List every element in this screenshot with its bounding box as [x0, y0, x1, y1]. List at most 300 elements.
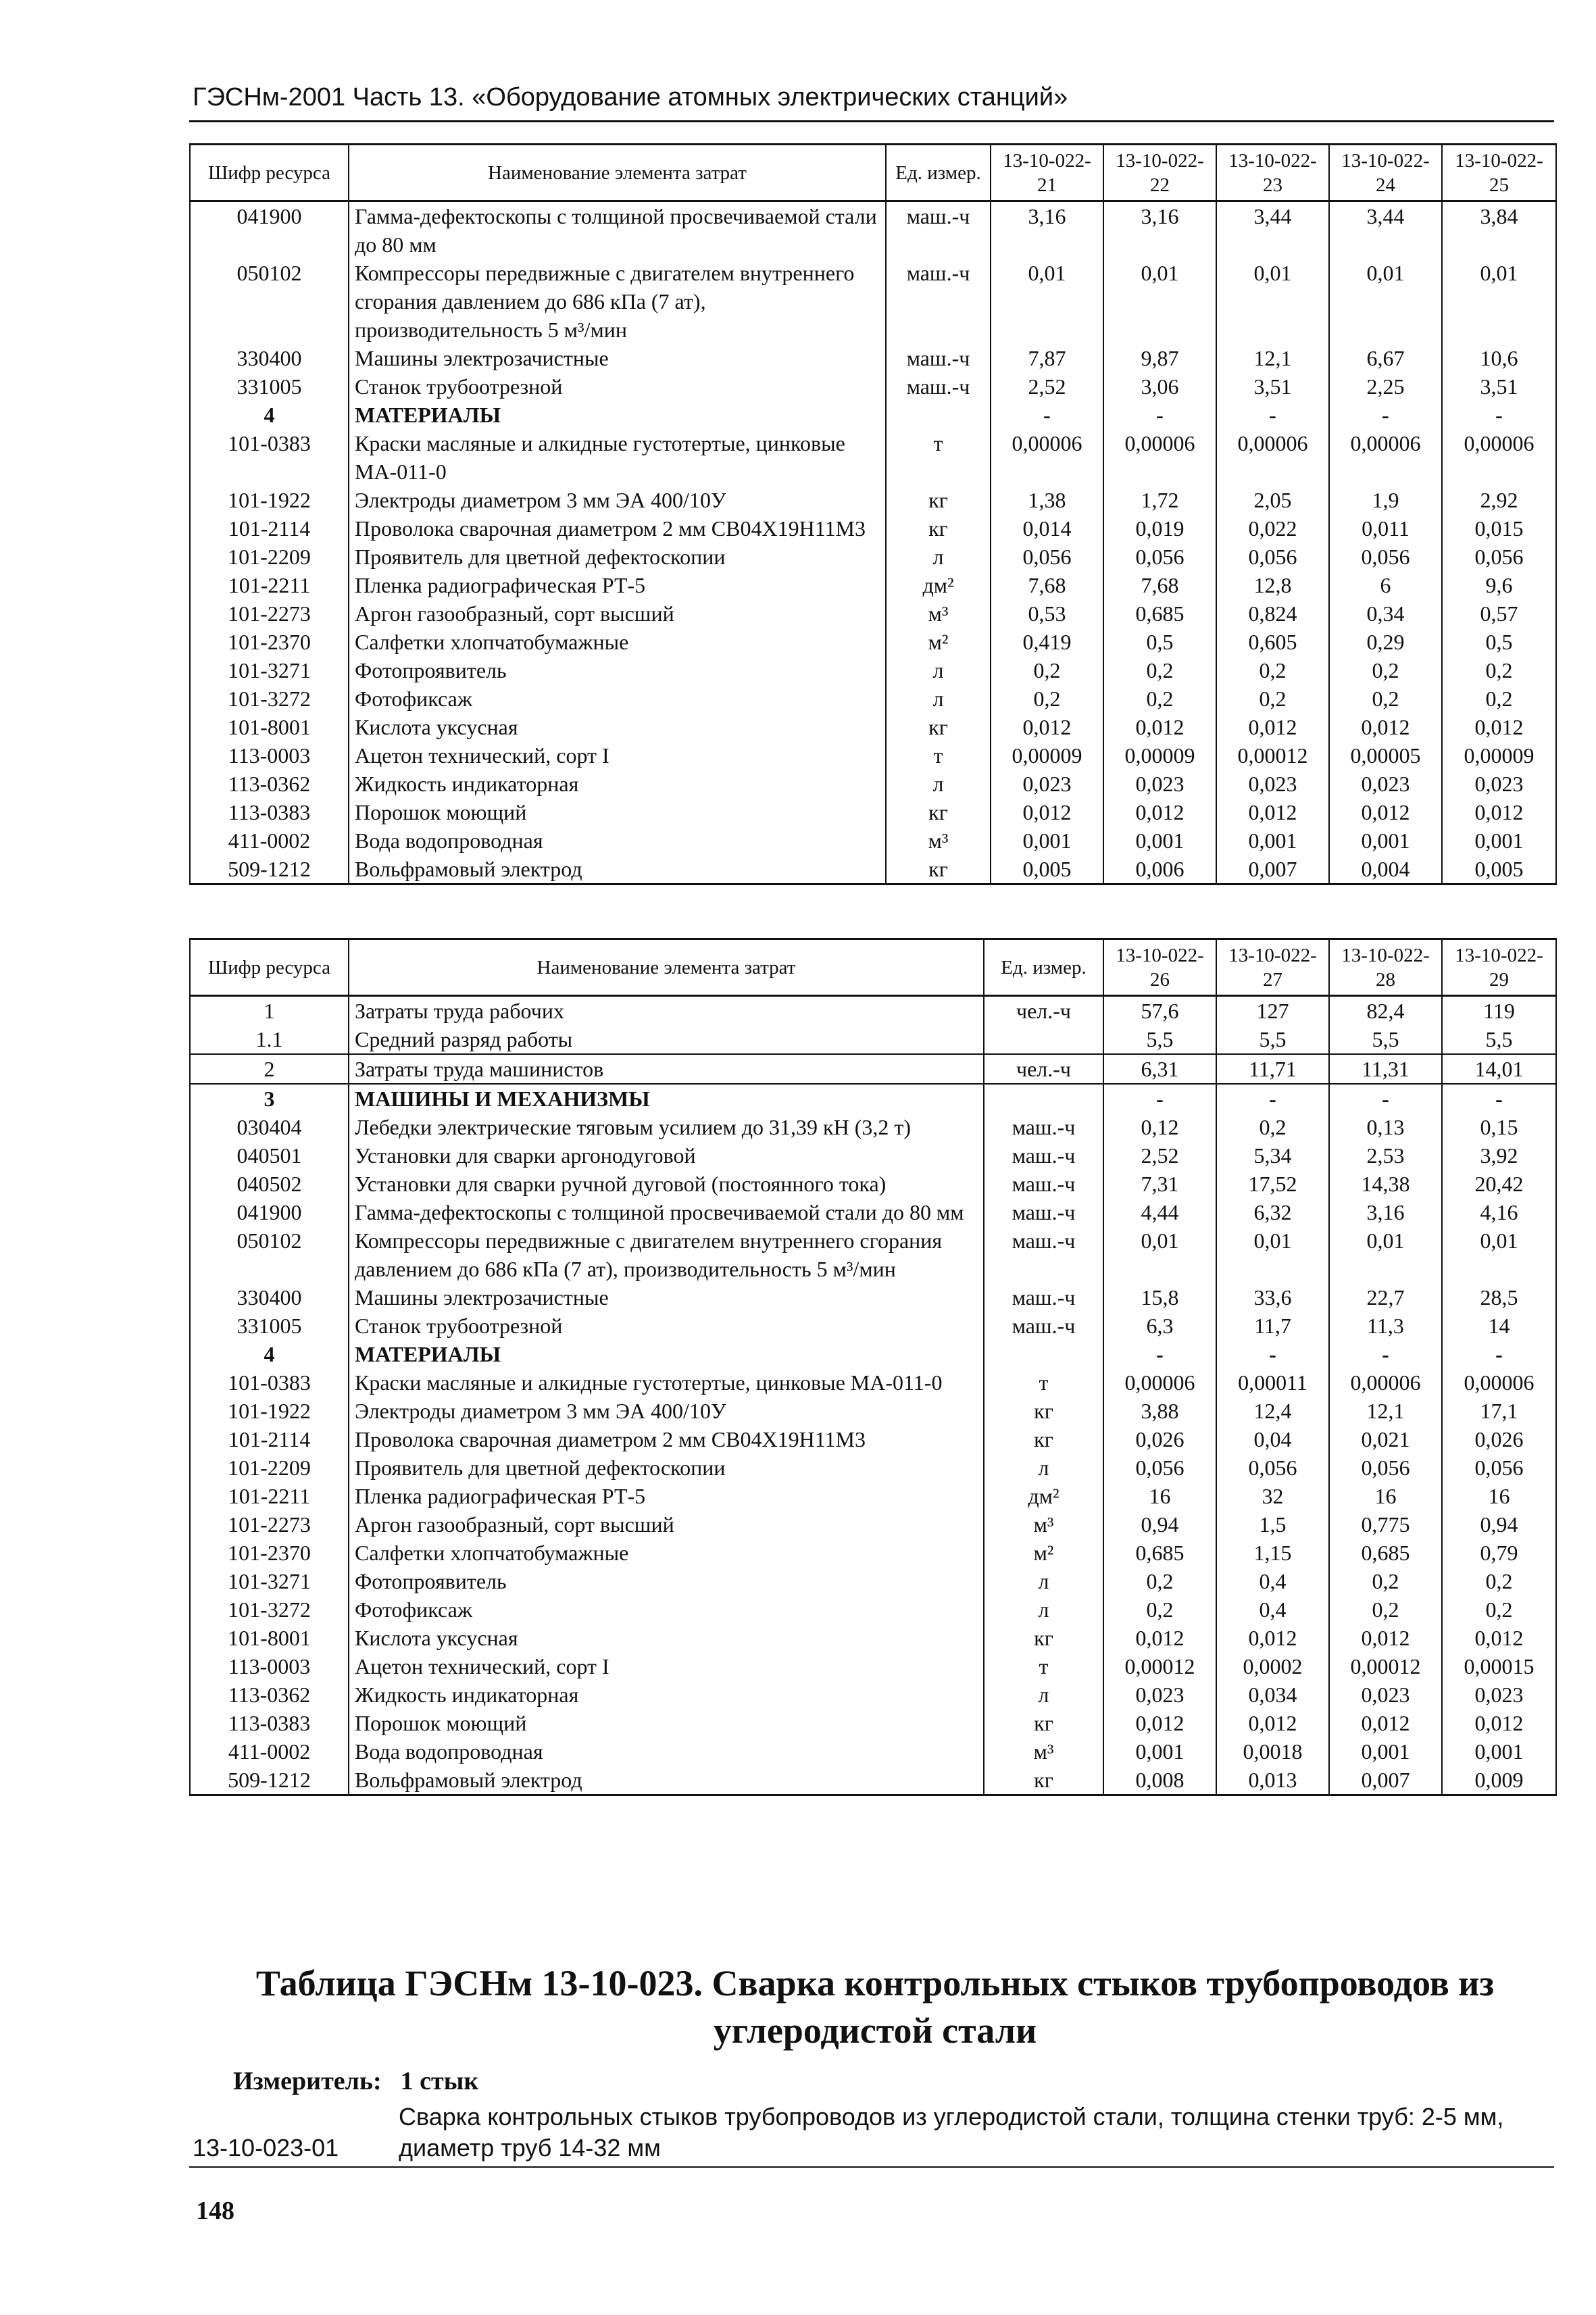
value-cell: 17,1	[1442, 1397, 1556, 1425]
meter-label: Измеритель:	[233, 2067, 382, 2095]
unit-cell: маш.-ч	[984, 1170, 1103, 1198]
unit-cell: л	[984, 1681, 1103, 1709]
unit-cell: м³	[984, 1510, 1103, 1539]
code-cell: 4	[190, 1340, 349, 1368]
value-cell: -	[991, 401, 1103, 429]
value-cell: 0,012	[1103, 713, 1216, 741]
col-norm-header: 13-10-022-29	[1442, 939, 1556, 996]
code-cell: 050102	[190, 1226, 349, 1283]
page-number: 148	[196, 2197, 234, 2225]
value-cell: 20,42	[1442, 1170, 1556, 1198]
unit-cell: кг	[984, 1425, 1103, 1453]
col-norm-header: 13-10-022-23	[1216, 145, 1329, 201]
value-cell: 2,53	[1329, 1141, 1442, 1170]
section-row	[190, 401, 1556, 429]
value-cell: 0,007	[1216, 855, 1329, 885]
value-cell: 15,8	[1103, 1283, 1216, 1312]
code-cell: 1	[190, 996, 349, 1026]
value-cell: 0,685	[1329, 1539, 1442, 1567]
name-cell: Проволока сварочная диаметром 2 мм СВ04Х19Н11М3	[349, 1425, 984, 1453]
unit-cell: л	[984, 1595, 1103, 1624]
value-cell: 0,005	[1442, 855, 1556, 885]
value-cell: 0,023	[1329, 770, 1442, 798]
unit-cell	[984, 1340, 1103, 1368]
value-cell: -	[1216, 1084, 1329, 1113]
col-code-header: Шифр ресурса	[190, 145, 349, 201]
col-norm-header: 13-10-022-22	[1103, 145, 1216, 201]
value-cell: 0,012	[1442, 1709, 1556, 1737]
unit-cell: дм²	[886, 571, 991, 599]
value-cell: 5,5	[1442, 1025, 1556, 1054]
value-cell: 0,022	[1216, 514, 1329, 543]
value-cell: 0,00015	[1442, 1652, 1556, 1681]
unit-cell: маш.-ч	[886, 372, 991, 401]
value-cell: 0,001	[1103, 1737, 1216, 1766]
code-cell: 040502	[190, 1170, 349, 1198]
value-cell: 0,056	[1329, 543, 1442, 571]
value-cell: 0,056	[1442, 1453, 1556, 1482]
section-row	[190, 1340, 1556, 1368]
name-cell: Проволока сварочная диаметром 2 мм СВ04Х19Н11М3	[349, 514, 886, 543]
table-row	[190, 1113, 1556, 1141]
value-cell: 2,25	[1329, 372, 1442, 401]
unit-cell: м³	[886, 599, 991, 628]
name-cell: Пленка радиографическая РТ-5	[349, 1482, 984, 1510]
table-row	[190, 713, 1556, 741]
code-cell: 101-2370	[190, 1539, 349, 1567]
value-cell: 0,012	[1216, 1624, 1329, 1652]
unit-cell: маш.-ч	[984, 1113, 1103, 1141]
col-unit-header: Ед. измер.	[886, 145, 991, 201]
value-cell: 0,94	[1103, 1510, 1216, 1539]
code-cell: 030404	[190, 1113, 349, 1141]
value-cell: -	[1442, 401, 1556, 429]
value-cell: 0,2	[1442, 1595, 1556, 1624]
value-cell: 0,2	[1216, 656, 1329, 684]
name-cell: Фотофиксаж	[349, 1595, 984, 1624]
col-norm-header: 13-10-022-26	[1103, 939, 1216, 996]
value-cell: -	[1329, 1084, 1442, 1113]
value-cell: 1,38	[991, 486, 1103, 514]
value-cell: -	[1329, 1340, 1442, 1368]
unit-cell: т	[984, 1368, 1103, 1397]
value-cell: 0,94	[1442, 1510, 1556, 1539]
unit-cell: кг	[886, 713, 991, 741]
unit-cell: м³	[886, 826, 991, 855]
value-cell: 0,004	[1329, 855, 1442, 885]
unit-cell: л	[984, 1567, 1103, 1595]
value-cell: 12,4	[1216, 1397, 1329, 1425]
code-cell: 113-0362	[190, 1681, 349, 1709]
name-cell: Затраты труда машинистов	[349, 1054, 984, 1084]
table-row	[190, 1198, 1556, 1226]
code-cell: 101-2273	[190, 1510, 349, 1539]
value-cell: 3,16	[1103, 201, 1216, 259]
table-row	[190, 259, 1556, 344]
value-cell: 0,026	[1442, 1425, 1556, 1453]
value-cell: 1,5	[1216, 1510, 1329, 1539]
resource-table-2	[189, 938, 1557, 1796]
code-cell: 101-1922	[190, 486, 349, 514]
meter	[233, 2066, 478, 2096]
value-cell: 0,00009	[991, 741, 1103, 770]
value-cell: 0,012	[1329, 1709, 1442, 1737]
resource-table-1	[189, 143, 1557, 885]
value-cell: 0,53	[991, 599, 1103, 628]
value-cell: 14,38	[1329, 1170, 1442, 1198]
value-cell: 1,72	[1103, 486, 1216, 514]
name-cell: Краски масляные и алкидные густотертые, цинковые МА-011-0	[349, 1368, 984, 1397]
name-cell: Станок трубоотрезной	[349, 372, 886, 401]
norm-description: Сварка контрольных стыков трубопроводов из углеродистой стали, толщина стенки труб: 2-5 мм, диаметр труб 14-32 мм	[399, 2103, 1504, 2162]
code-cell: 101-3272	[190, 1595, 349, 1624]
value-cell: 0,00006	[1103, 1368, 1216, 1397]
code-cell: 101-2209	[190, 543, 349, 571]
value-cell: 0,00012	[1216, 741, 1329, 770]
name-cell: Лебедки электрические тяговым усилием до 31,39 кН (3,2 т)	[349, 1113, 984, 1141]
value-cell: 0,021	[1329, 1425, 1442, 1453]
code-cell: 509-1212	[190, 1766, 349, 1795]
unit-cell: маш.-ч	[984, 1198, 1103, 1226]
value-cell: 0,00006	[1442, 429, 1556, 486]
value-cell: 3,84	[1442, 201, 1556, 259]
value-cell: 0,00006	[1329, 429, 1442, 486]
table-row	[190, 1226, 1556, 1283]
code-cell: 509-1212	[190, 855, 349, 885]
value-cell: 0,01	[1103, 259, 1216, 344]
name-cell: МАТЕРИАЛЫ	[349, 1340, 984, 1368]
value-cell: -	[1216, 401, 1329, 429]
name-cell: Компрессоры передвижные с двигателем внутреннего сгорания давлением до 686 кПа (7 ат), производительность 5 м³/мин	[349, 1226, 984, 1283]
unit-cell: кг	[886, 798, 991, 826]
name-cell: Средний разряд работы	[349, 1025, 984, 1054]
value-cell: 82,4	[1329, 996, 1442, 1026]
value-cell: 3,44	[1216, 201, 1329, 259]
value-cell: 0,0002	[1216, 1652, 1329, 1681]
value-cell: 4,44	[1103, 1198, 1216, 1226]
value-cell: 0,001	[1216, 826, 1329, 855]
value-cell: 0,2	[1442, 684, 1556, 713]
unit-cell	[886, 401, 991, 429]
value-cell: 0,5	[1103, 628, 1216, 656]
table-row	[190, 543, 1556, 571]
value-cell: 0,001	[1442, 826, 1556, 855]
unit-cell: кг	[984, 1397, 1103, 1425]
name-cell: Гамма-дефектоскопы с толщиной просвечиваемой стали до 80 мм	[349, 201, 886, 259]
code-cell: 113-0003	[190, 741, 349, 770]
value-cell: 0,2	[1442, 1567, 1556, 1595]
table-row	[190, 1368, 1556, 1397]
code-cell: 113-0003	[190, 1652, 349, 1681]
value-cell: 0,00006	[1329, 1368, 1442, 1397]
unit-cell: маш.-ч	[984, 1141, 1103, 1170]
section-row	[190, 1084, 1556, 1113]
code-cell: 101-3271	[190, 1567, 349, 1595]
code-cell: 101-2209	[190, 1453, 349, 1482]
name-cell: МАТЕРИАЛЫ	[349, 401, 886, 429]
name-cell: Компрессоры передвижные с двигателем внутреннего сгорания давлением до 686 кПа (7 ат), производительность 5 м³/мин	[349, 259, 886, 344]
value-cell: 0,023	[1216, 770, 1329, 798]
value-cell: 16	[1442, 1482, 1556, 1510]
table-title: Таблица ГЭСНм 13-10-023. Сварка контрольных стыков трубопроводов из углеродистой стали	[255, 1963, 1495, 2051]
name-cell: Машины электрозачистные	[349, 1283, 984, 1312]
table-row	[190, 656, 1556, 684]
value-cell: 17,52	[1216, 1170, 1329, 1198]
code-cell: 411-0002	[190, 1737, 349, 1766]
unit-cell: маш.-ч	[984, 1283, 1103, 1312]
value-cell: 0,001	[1103, 826, 1216, 855]
value-cell: 28,5	[1442, 1283, 1556, 1312]
value-cell: 0,00009	[1442, 741, 1556, 770]
unit-cell	[984, 1025, 1103, 1054]
value-cell: 9,87	[1103, 344, 1216, 372]
value-cell: -	[1103, 1340, 1216, 1368]
value-cell: 0,001	[991, 826, 1103, 855]
table-row	[190, 1737, 1556, 1766]
code-cell: 101-0383	[190, 1368, 349, 1397]
name-cell: Кислота уксусная	[349, 713, 886, 741]
code-cell: 101-2114	[190, 1425, 349, 1453]
table-row	[190, 628, 1556, 656]
value-cell: 0,00011	[1216, 1368, 1329, 1397]
code-cell: 101-2273	[190, 599, 349, 628]
value-cell: -	[1103, 1084, 1216, 1113]
value-cell: 0,00006	[1442, 1368, 1556, 1397]
value-cell: 11,31	[1329, 1054, 1442, 1084]
meter-value: 1 стык	[400, 2067, 479, 2095]
name-cell: Кислота уксусная	[349, 1624, 984, 1652]
table-row	[190, 855, 1556, 885]
value-cell: 0,01	[991, 259, 1103, 344]
table-row	[190, 372, 1556, 401]
value-cell: 32	[1216, 1482, 1329, 1510]
table-row	[190, 201, 1556, 259]
value-cell: 0,2	[1442, 656, 1556, 684]
value-cell: 0,011	[1329, 514, 1442, 543]
col-norm-header: 13-10-022-24	[1329, 145, 1442, 201]
value-cell: 12,1	[1329, 1397, 1442, 1425]
value-cell: 5,5	[1216, 1025, 1329, 1054]
value-cell: 0,00006	[1216, 429, 1329, 486]
code-cell: 101-2370	[190, 628, 349, 656]
value-cell: 0,01	[1216, 259, 1329, 344]
name-cell: Установки для сварки аргонодуговой	[349, 1141, 984, 1170]
value-cell: 12,8	[1216, 571, 1329, 599]
table-row	[190, 1312, 1556, 1340]
value-cell: 0,012	[1216, 1709, 1329, 1737]
table-row	[190, 1652, 1556, 1681]
value-cell: 0,001	[1329, 826, 1442, 855]
code-cell: 041900	[190, 1198, 349, 1226]
table-row	[190, 1510, 1556, 1539]
value-cell: 0,012	[1103, 798, 1216, 826]
value-cell: 0,001	[1442, 1737, 1556, 1766]
value-cell: 0,685	[1103, 1539, 1216, 1567]
table-row	[190, 1624, 1556, 1652]
value-cell: 0,023	[1442, 770, 1556, 798]
value-cell: 7,68	[1103, 571, 1216, 599]
value-cell: 0,012	[1103, 1709, 1216, 1737]
value-cell: 0,13	[1329, 1113, 1442, 1141]
unit-cell: кг	[984, 1709, 1103, 1737]
value-cell: 0,014	[991, 514, 1103, 543]
table-row	[190, 1425, 1556, 1453]
value-cell: 2,92	[1442, 486, 1556, 514]
value-cell: 0,015	[1442, 514, 1556, 543]
value-cell: 0,4	[1216, 1595, 1329, 1624]
value-cell: -	[1442, 1084, 1556, 1113]
value-cell: 3,16	[991, 201, 1103, 259]
col-norm-header: 13-10-022-27	[1216, 939, 1329, 996]
value-cell: 3,51	[1216, 372, 1329, 401]
code-cell: 113-0383	[190, 798, 349, 826]
value-cell: 9,6	[1442, 571, 1556, 599]
table-row	[190, 1025, 1556, 1054]
table-1-body	[190, 201, 1556, 885]
value-cell: 2,52	[991, 372, 1103, 401]
value-cell: 7,87	[991, 344, 1103, 372]
value-cell: 6	[1329, 571, 1442, 599]
code-cell: 2	[190, 1054, 349, 1084]
table-row	[190, 429, 1556, 486]
table-row	[190, 684, 1556, 713]
value-cell: 3,88	[1103, 1397, 1216, 1425]
name-cell: Станок трубоотрезной	[349, 1312, 984, 1340]
value-cell: 0,012	[1442, 713, 1556, 741]
table-row	[190, 1054, 1556, 1084]
name-cell: Проявитель для цветной дефектоскопии	[349, 1453, 984, 1482]
value-cell: 11,71	[1216, 1054, 1329, 1084]
value-cell: 0,056	[991, 543, 1103, 571]
code-cell: 101-2114	[190, 514, 349, 543]
name-cell: Проявитель для цветной дефектоскопии	[349, 543, 886, 571]
value-cell: 0,775	[1329, 1510, 1442, 1539]
norm-code: 13-10-023-01	[193, 2134, 339, 2162]
value-cell: 10,6	[1442, 344, 1556, 372]
col-code-header: Шифр ресурса	[190, 939, 349, 996]
table-row	[190, 770, 1556, 798]
value-cell: 0,2	[1103, 1595, 1216, 1624]
name-cell: Затраты труда рабочих	[349, 996, 984, 1026]
code-cell: 113-0383	[190, 1709, 349, 1737]
value-cell: 0,009	[1442, 1766, 1556, 1795]
code-cell: 330400	[190, 344, 349, 372]
value-cell: 5,5	[1103, 1025, 1216, 1054]
table-row	[190, 1397, 1556, 1425]
unit-cell: маш.-ч	[984, 1312, 1103, 1340]
table-row	[190, 486, 1556, 514]
value-cell: 3,92	[1442, 1141, 1556, 1170]
unit-cell: т	[886, 429, 991, 486]
value-cell: 0,056	[1329, 1453, 1442, 1482]
value-cell: 0,012	[991, 713, 1103, 741]
unit-cell: кг	[886, 855, 991, 885]
value-cell: 7,31	[1103, 1170, 1216, 1198]
value-cell: 6,32	[1216, 1198, 1329, 1226]
value-cell: 0,023	[991, 770, 1103, 798]
value-cell: 11,3	[1329, 1312, 1442, 1340]
header-rule	[189, 120, 1554, 122]
value-cell: 0,2	[1103, 1567, 1216, 1595]
col-unit-header: Ед. измер.	[984, 939, 1103, 996]
value-cell: 0,57	[1442, 599, 1556, 628]
table-row	[190, 798, 1556, 826]
value-cell: 0,2	[1329, 1595, 1442, 1624]
unit-cell: дм²	[984, 1482, 1103, 1510]
name-cell: Ацетон технический, сорт I	[349, 1652, 984, 1681]
unit-cell: м²	[886, 628, 991, 656]
value-cell: 0,012	[1216, 713, 1329, 741]
value-cell: 0,056	[1216, 543, 1329, 571]
unit-cell: маш.-ч	[886, 201, 991, 259]
value-cell: 0,023	[1442, 1681, 1556, 1709]
unit-cell: кг	[984, 1624, 1103, 1652]
value-cell: 0,685	[1103, 599, 1216, 628]
value-cell: 0,056	[1103, 543, 1216, 571]
value-cell: 0,00012	[1103, 1652, 1216, 1681]
value-cell: 0,012	[991, 798, 1103, 826]
unit-cell: маш.-ч	[886, 259, 991, 344]
col-name-header: Наименование элемента затрат	[349, 145, 886, 201]
value-cell: 0,01	[1329, 1226, 1442, 1283]
unit-cell: т	[886, 741, 991, 770]
value-cell: 3,06	[1103, 372, 1216, 401]
value-cell: 0,29	[1329, 628, 1442, 656]
value-cell: 0,419	[991, 628, 1103, 656]
value-cell: 4,16	[1442, 1198, 1556, 1226]
value-cell: 0,00005	[1329, 741, 1442, 770]
value-cell: 16	[1329, 1482, 1442, 1510]
value-cell: 0,2	[1329, 656, 1442, 684]
value-cell: 0,008	[1103, 1766, 1216, 1795]
name-cell: Жидкость индикаторная	[349, 770, 886, 798]
table-row	[190, 571, 1556, 599]
value-cell: 127	[1216, 996, 1329, 1026]
code-cell: 411-0002	[190, 826, 349, 855]
value-cell: 6,67	[1329, 344, 1442, 372]
code-cell: 041900	[190, 201, 349, 259]
table-row	[190, 1567, 1556, 1595]
name-cell: Фотопроявитель	[349, 1567, 984, 1595]
table-row	[190, 741, 1556, 770]
value-cell: 0,01	[1329, 259, 1442, 344]
table-row	[190, 1283, 1556, 1312]
code-cell: 101-1922	[190, 1397, 349, 1425]
name-cell: Салфетки хлопчатобумажные	[349, 628, 886, 656]
value-cell: 0,0018	[1216, 1737, 1329, 1766]
table-row	[190, 344, 1556, 372]
name-cell: Гамма-дефектоскопы с толщиной просвечиваемой стали до 80 мм	[349, 1198, 984, 1226]
col-norm-header: 13-10-022-25	[1442, 145, 1556, 201]
value-cell: -	[1216, 1340, 1329, 1368]
unit-cell: кг	[886, 486, 991, 514]
table-row	[190, 599, 1556, 628]
unit-cell: кг	[886, 514, 991, 543]
table-row	[190, 826, 1556, 855]
code-cell: 101-3272	[190, 684, 349, 713]
value-cell: 0,006	[1103, 855, 1216, 885]
code-cell: 4	[190, 401, 349, 429]
value-cell: 0,023	[1103, 770, 1216, 798]
value-cell: 0,2	[1103, 656, 1216, 684]
name-cell: Фотопроявитель	[349, 656, 886, 684]
value-cell: 0,15	[1442, 1113, 1556, 1141]
name-cell: Электроды диаметром 3 мм ЭА 400/10У	[349, 486, 886, 514]
code-cell: 331005	[190, 1312, 349, 1340]
value-cell: 0,04	[1216, 1425, 1329, 1453]
unit-cell: чел.-ч	[984, 1054, 1103, 1084]
name-cell: Вода водопроводная	[349, 826, 886, 855]
